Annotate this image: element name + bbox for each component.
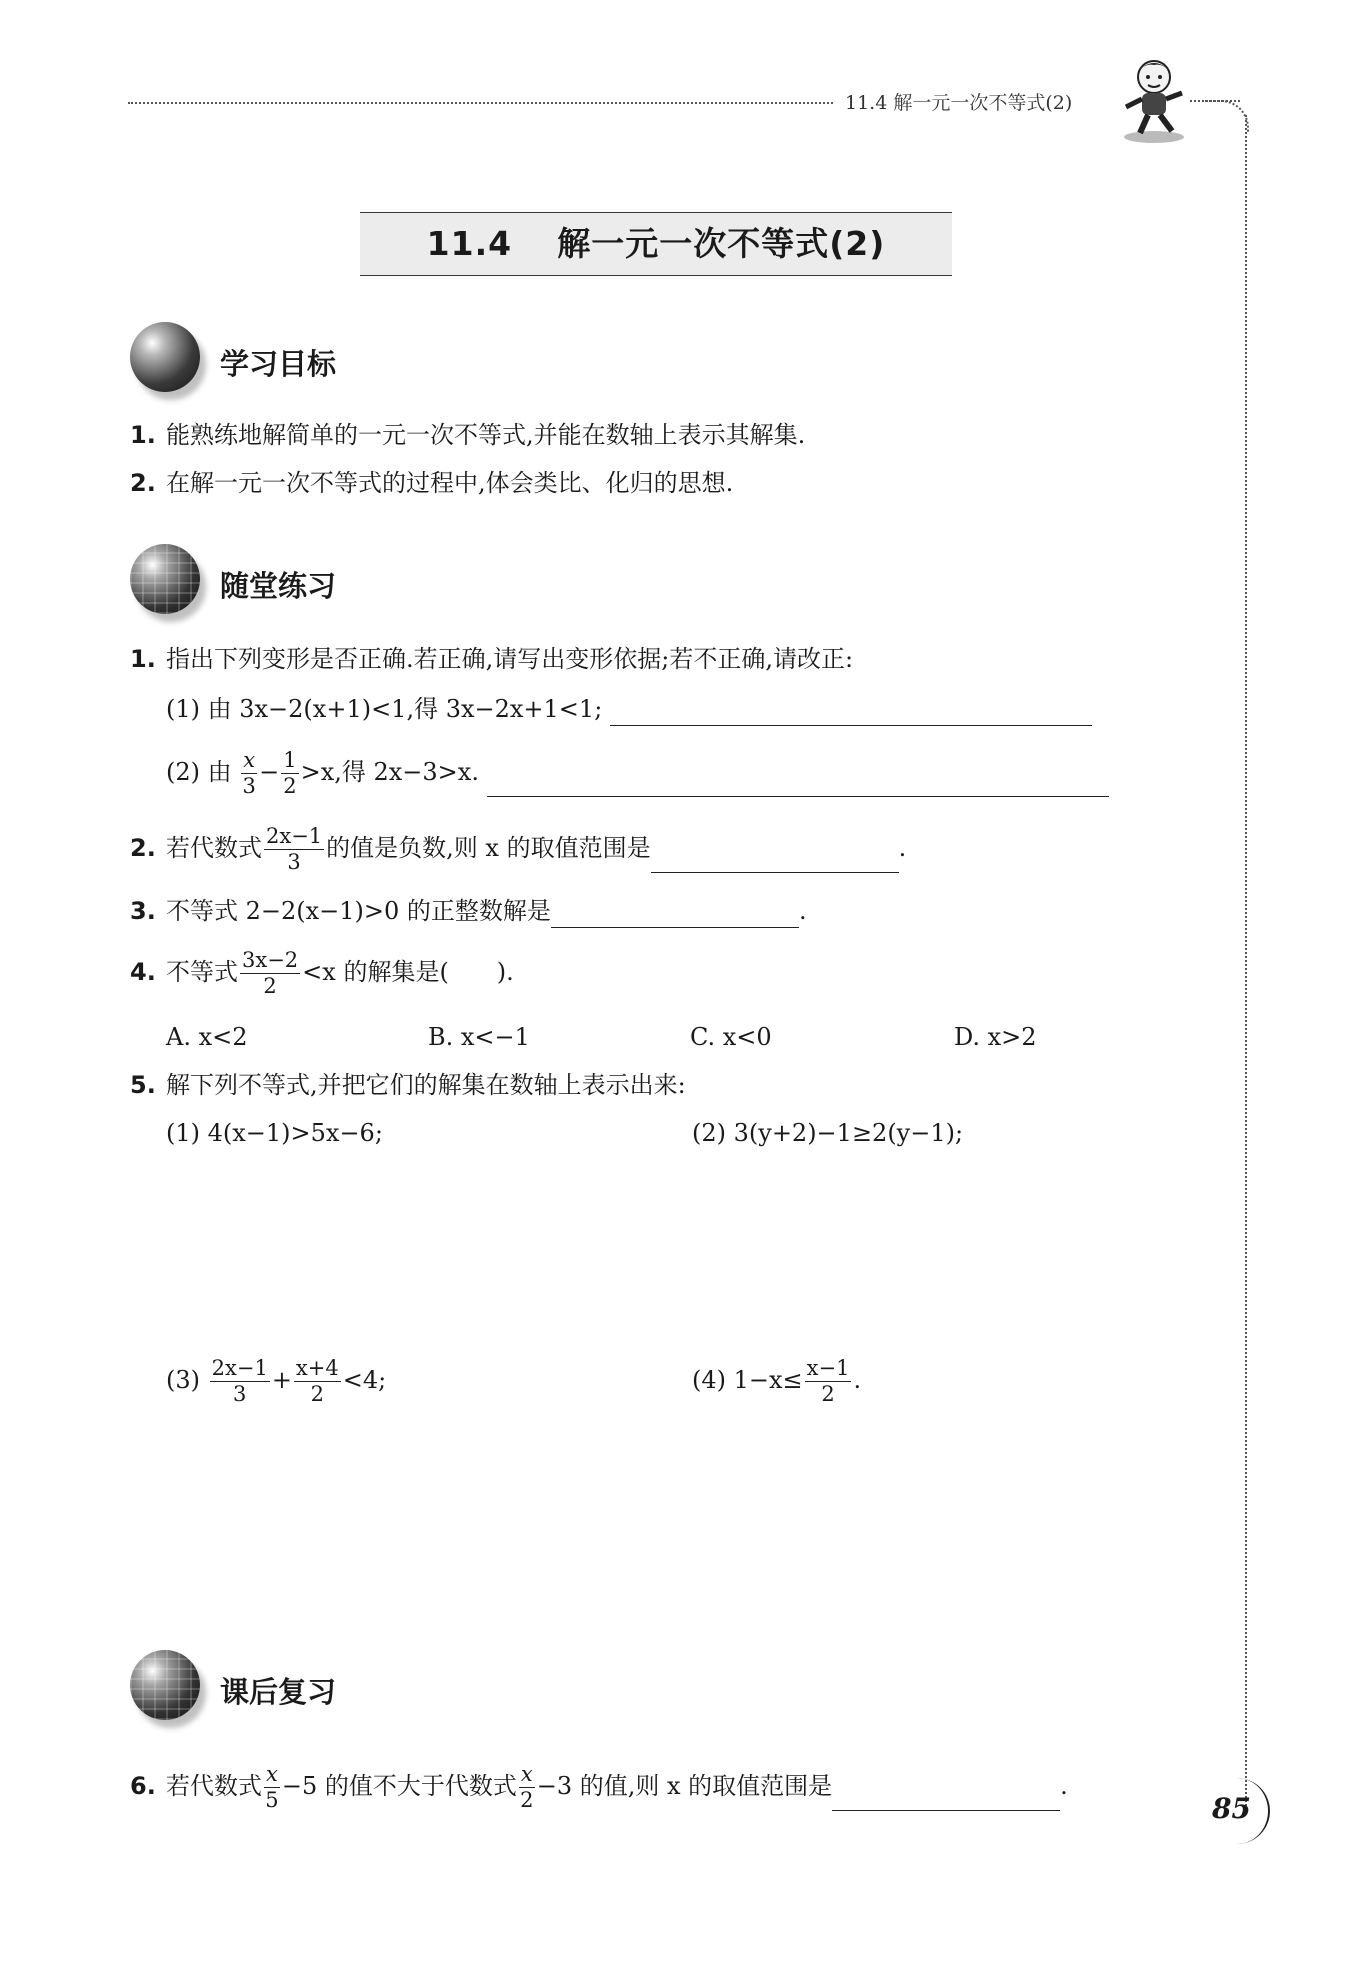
running-header: 11.4 解一元一次不等式(2) [845, 92, 1073, 114]
corner-dotted-arc [1205, 100, 1249, 132]
answer-blank[interactable] [832, 1784, 1060, 1811]
objective-item: 2. 在解一元一次不等式的过程中,体会类比、化归的思想. [130, 469, 734, 497]
mascot-icon [1118, 55, 1188, 145]
question-1-part-2: (2) 由 $\frac{x}{3}$ − $\frac{1}{2}$ >x,得 2x−3>x. [166, 750, 1109, 797]
question-5-part-4: (4) 1−x≤ $\frac{x-1}{2}$ . [692, 1356, 862, 1406]
question-4: 4. 不等式 $\frac{3x-2}{2}$ <x 的解集是( ). [130, 948, 514, 998]
lesson-title: 解一元一次不等式(2) [557, 224, 886, 263]
question-5-part-3: (3) $\frac{2x-1}{3}$ + $\frac{x+4}{2}$ <4; [166, 1356, 387, 1406]
option-a[interactable]: A. x<2 [166, 1023, 248, 1051]
option-d[interactable]: D. x>2 [954, 1023, 1037, 1051]
option-c[interactable]: C. x<0 [690, 1023, 772, 1051]
answer-blank[interactable] [551, 901, 799, 928]
page-number: 85 [1212, 1792, 1251, 1825]
lesson-number: 11.4 [426, 224, 513, 263]
section-title: 课后复习 [220, 1675, 337, 1709]
header-dotted-rule [128, 102, 833, 104]
answer-blank[interactable] [651, 846, 899, 873]
question-1-part-1: (1) 由 3x−2(x+1)<1,得 3x−2x+1<1; [166, 692, 1092, 726]
question-2: 2. 若代数式 $\frac{2x-1}{3}$ 的值是负数,则 x 的取值范围是 . [130, 824, 907, 874]
answer-blank[interactable] [610, 699, 1092, 726]
question-1: 1. 指出下列变形是否正确.若正确,请写出变形依据;若不正确,请改正: [130, 645, 854, 673]
question-5-part-1: (1) 4(x−1)>5x−6; [166, 1119, 383, 1147]
section-title: 随堂练习 [220, 569, 337, 603]
section-title: 学习目标 [220, 347, 337, 381]
question-5: 5. 解下列不等式,并把它们的解集在数轴上表示出来: [130, 1071, 686, 1099]
margin-dotted-rule [1245, 115, 1247, 1810]
question-5-part-2: (2) 3(y+2)−1≥2(y−1); [692, 1119, 964, 1147]
answer-blank[interactable] [487, 770, 1109, 797]
lesson-title-box [360, 212, 952, 276]
question-3: 3. 不等式 2−2(x−1)>0 的正整数解是 . [130, 894, 807, 928]
sphere-icon [130, 322, 200, 392]
globe-icon [130, 1650, 200, 1720]
option-b[interactable]: B. x<−1 [428, 1023, 530, 1051]
objective-item: 1. 能熟练地解简单的一元一次不等式,并能在数轴上表示其解集. [130, 421, 806, 449]
question-6: 6. 若代数式 $\frac{x}{5}$ −5 的值不大于代数式 $\frac{x}{2}$ −3 的值,则 x 的取值范围是 . [130, 1762, 1068, 1812]
globe-icon [130, 544, 200, 614]
